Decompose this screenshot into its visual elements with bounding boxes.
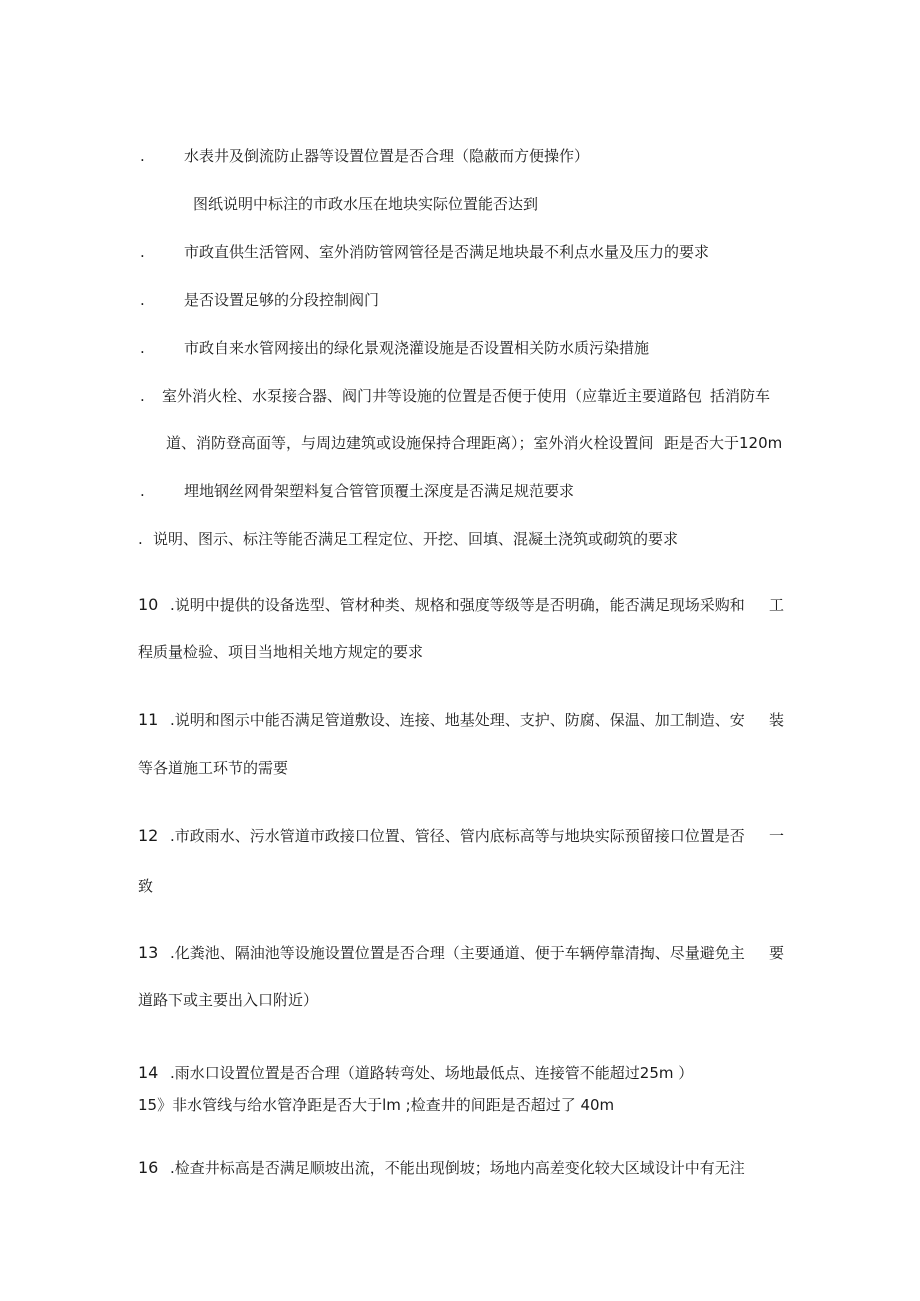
list-item-text: 15》非水管线与给水管净距是否大于lm ;检查井的间距是否超过了 40m [138, 1096, 615, 1114]
list-item-text-tail: 括消防车 [710, 387, 771, 405]
list-marker: . [140, 482, 145, 500]
list-number: 16 [138, 1158, 159, 1177]
list-item-text: 室外消火栓、水泵接合器、阀门井等设施的位置是否便于使用（应靠近主要道路包 [162, 387, 703, 405]
list-item-text: 道路下或主要出入口附近） [138, 991, 319, 1009]
list-marker: . [140, 291, 145, 309]
list-item-text: 致 [138, 877, 154, 895]
list-number: 14 [138, 1063, 159, 1082]
list-item-text: 市政自来水管网接出的绿化景观浇灌设施是否设置相关防水质污染措施 [184, 339, 650, 357]
list-item-text: .说明中提供的设备选型、管材种类、规格和强度等级等是否明确，能否满足现场采购和 [170, 596, 745, 614]
list-item-text-tail: 一 [769, 827, 785, 845]
list-marker: . [140, 387, 145, 405]
list-item-text: 水表井及倒流防止器等设置位置是否合理（隐蔽而方便操作） [184, 147, 590, 165]
list-item-text-tail: 装 [769, 711, 785, 729]
list-marker: . [140, 339, 145, 357]
list-number: 10 [138, 595, 159, 614]
list-item-text: 市政直供生活管网、室外消防管网管径是否满足地块最不利点水量及压力的要求 [184, 243, 710, 261]
list-number: 13 [138, 943, 159, 962]
list-item-text: .化粪池、隔油池等设施设置位置是否合理（主要通道、便于车辆停靠清掏、尽量避免主 [170, 944, 745, 962]
list-marker: . [138, 530, 143, 548]
list-item-text: .市政雨水、污水管道市政接口位置、管径、管内底标高等与地块实际预留接口位置是否 [170, 827, 745, 845]
list-item-text: 图纸说明中标注的市政水压在地块实际位置能否达到 [193, 195, 539, 213]
list-item-text: .检查井标高是否满足顺坡出流，不能出现倒坡；场地内高差变化较大区域设计中有无注 [170, 1159, 745, 1177]
list-item-text: 埋地钢丝网骨架塑料复合管管顶覆土深度是否满足规范要求 [184, 482, 575, 500]
list-number: 11 [138, 710, 159, 729]
list-marker: . [140, 147, 145, 165]
list-item-text: 是否设置足够的分段控制阀门 [184, 291, 380, 309]
list-item-text: 程质量检验、项目当地相关地方规定的要求 [138, 643, 424, 661]
list-item-text: 等各道施工环节的需要 [138, 759, 289, 777]
list-marker: . [140, 243, 145, 261]
list-item-text: .雨水口设置位置是否合理（道路转弯处、场地最低点、连接管不能超过25m ） [170, 1064, 694, 1082]
list-item-text-tail: 要 [769, 944, 785, 962]
list-item-text: 道、消防登高面等，与周边建筑或设施保持合理距离）；室外消火栓设置间 [166, 434, 654, 452]
list-item-text-tail: 工 [769, 596, 785, 614]
list-item-text-tail: 距是否大于120m [664, 434, 783, 452]
list-number: 12 [138, 826, 159, 845]
list-item-text: .说明和图示中能否满足管道敷设、连接、地基处理、支护、防腐、保温、加工制造、安 [170, 711, 745, 729]
list-item-text: 说明、图示、标注等能否满足工程定位、开挖、回填、混凝土浇筑或砌筑的要求 [153, 530, 679, 548]
